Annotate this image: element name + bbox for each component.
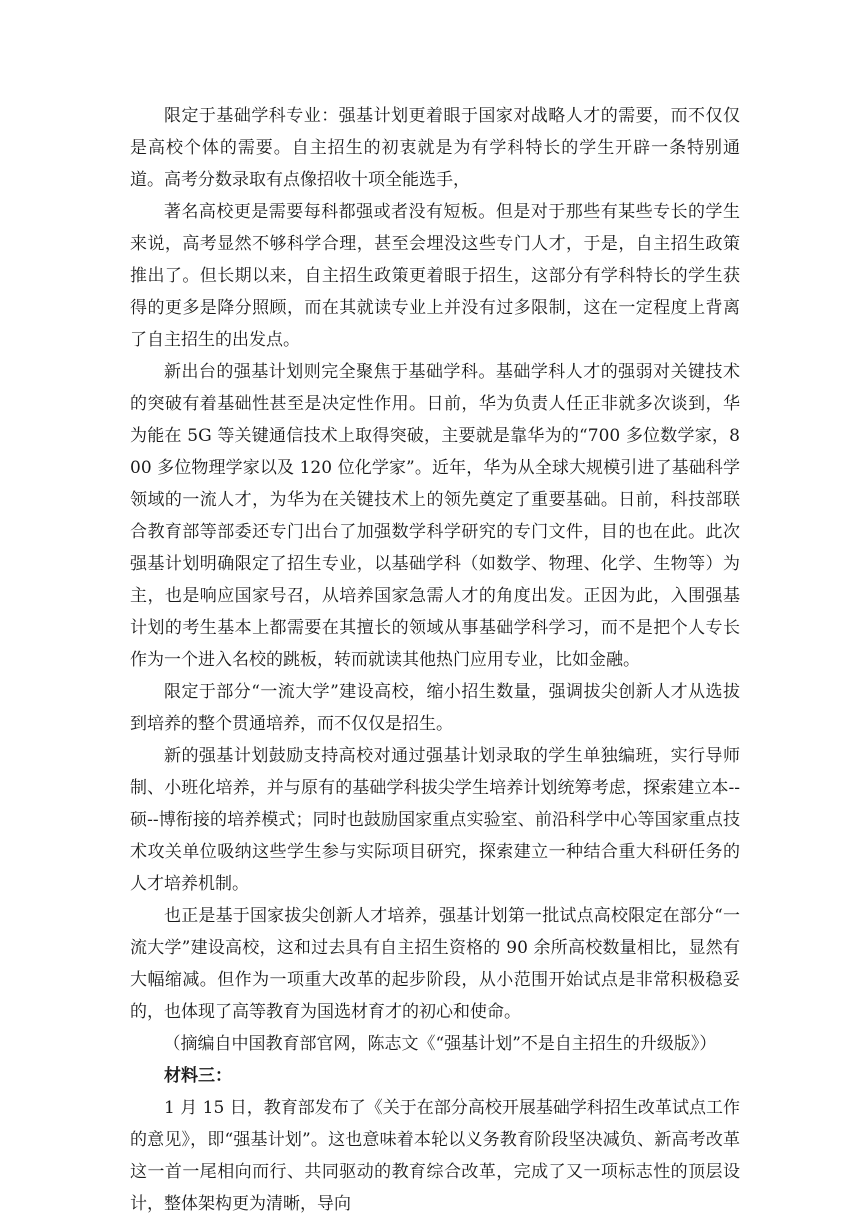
paragraph: 著名高校更是需要每科都强或者没有短板。但是对于那些有某些专长的学生来说，高考显然不够科学合理，甚至会埋没这些专门人才，于是，自主招生政策推出了。但长期以来，自主招生政策更着眼于招生，这部分有学科特长的学生获得的更多是降分照顾，而在其就读专业上并没有过多限制，这在一定程度上背离了自主招生的出发点。 [130, 202, 740, 350]
paragraph: 新出台的强基计划则完全聚焦于基础学科。基础学科人才的强弱对关键技术的突破有着基础性甚至是决定性作用。日前，华为负责人任正非就多次谈到，华为能在 5G 等关键通信技术上取得突破，主要就是靠华为的“700 多位数学家，800 多位物理学家以及 120 位化学家”。近年，华为从全球大规模引进了基础科学领域的一流人才，为华为在关键技术上的领先奠定了重要基础。日前，科技部联合教育部等部委还专门出台了加强数学科学研究的专门文件，目的也在此。此次强基计划明确限定了招生专业，以基础学科（如数学、物理、化学、生物等）为主，也是响应国家号召，从培养国家急需人才的角度出发。正因为此，入围强基计划的考生基本上都需要在其擅长的领域从事基础学科学习，而不是把个人专长作为一个进入名校的跳板，转而就读其他热门应用专业，比如金融。 [130, 362, 740, 670]
source-citation: （摘编自中国教育部官网，陈志文《“强基计划”不是自主招生的升级版》） [163, 1034, 717, 1054]
paragraph: 新的强基计划鼓励支持高校对通过强基计划录取的学生单独编班，实行导师制、小班化培养，并与原有的基础学科拔尖学生培养计划统筹考虑，探索建立本--硕--博衔接的培养模式；同时也鼓励国家重点实验室、前沿科学中心等国家重点技术攻关单位吸纳这些学生参与实际项目研究，探索建立一种结合重大科研任务的人才培养机制。 [130, 746, 740, 894]
paragraph: 限定于部分“一流大学”建设高校，缩小招生数量，强调拔尖创新人才从选拔到培养的整个贯通培养，而不仅仅是招生。 [130, 682, 740, 734]
paragraph: 也正是基于国家拔尖创新人才培养，强基计划第一批试点高校限定在部分“一流大学”建设高校，这和过去具有自主招生资格的 90 余所高校数量相比，显然有大幅缩减。但作为一项重大改革的起步阶段，从小范围开始试点是非常积极稳妥的，也体现了高等教育为国选材育才的初心和使命。 [130, 906, 740, 1022]
paragraph: 限定于基础学科专业：强基计划更着眼于国家对战略人才的需要，而不仅仅是高校个体的需要。自主招生的初衷就是为有学科特长的学生开辟一条特别通道。高考分数录取有点像招收十项全能选手， [130, 106, 740, 190]
section-heading: 材料三： [164, 1066, 232, 1086]
paragraph: 1 月 15 日，教育部发布了《关于在部分高校开展基础学科招生改革试点工作的意见》，即“强基计划”。这也意味着本轮以义务教育阶段坚决减负、新高考改革这一首一尾相向而行、共同驱动的教育综合改革，完成了又一项标志性的顶层设计，整体架构更为清晰，导向 [130, 1098, 740, 1214]
